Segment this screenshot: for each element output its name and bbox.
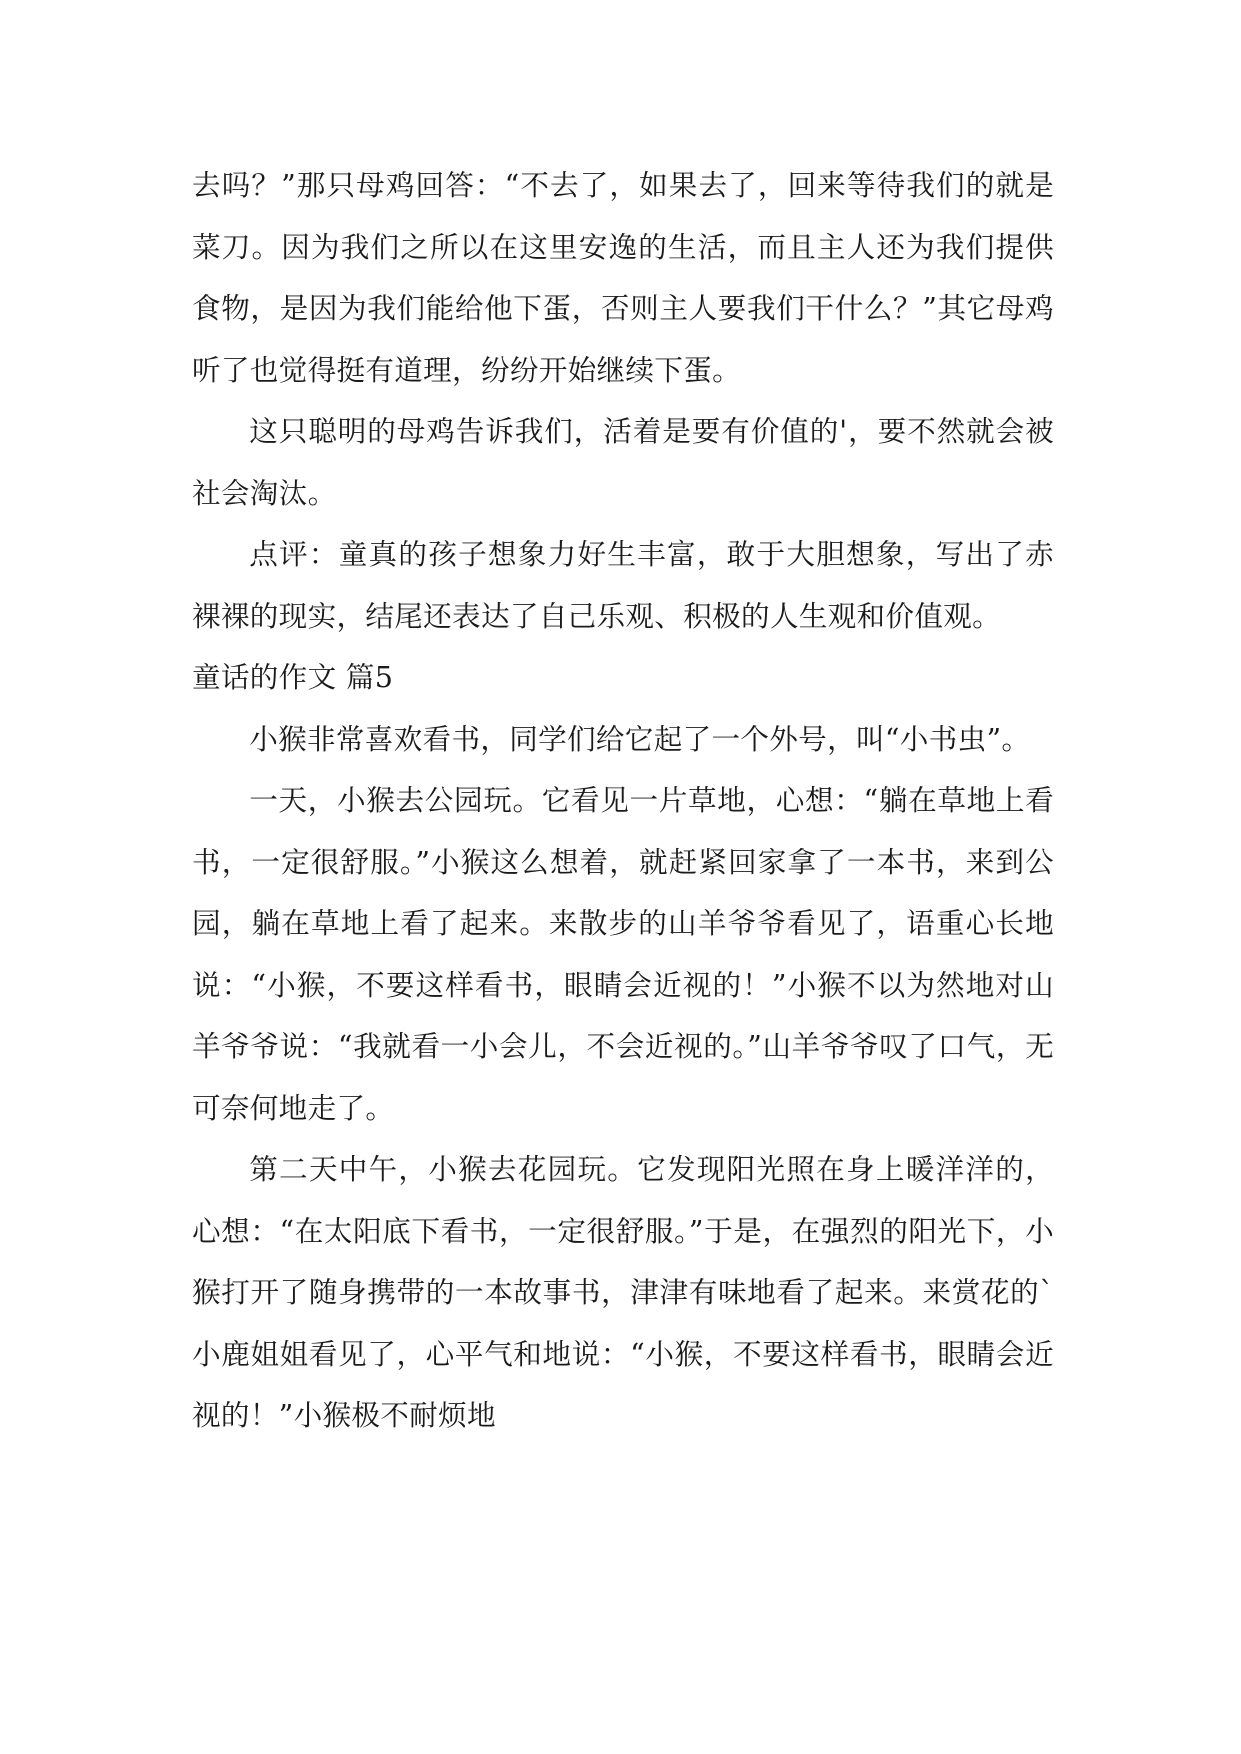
paragraph-monkey-garden: 第二天中午，小猴去花园玩。它发现阳光照在身上暖洋洋的，心想：“在太阳底下看书，一定很舒服。”于是，在强烈的阳光下，小猴打开了随身携带的一本故事书，津津有味地看了起来。来赏花的`小鹿姐姐看见了，心平气和地说：“小猴，不要这样看书，眼睛会近视的！”小猴极不耐烦地 [192,1152,1054,1432]
paragraph-comment: 点评：童真的孩子想象力好生丰富，敢于大胆想象，写出了赤裸裸的现实，结尾还表达了自己乐观、积极的人生观和价值观。 [192,537,1054,633]
paragraph-monkey-park: 一天，小猴去公园玩。它看见一片草地，心想：“躺在草地上看书，一定很舒服。”小猴这么想着，就赶紧回家拿了一本书，来到公园，躺在草地上看了起来。来散步的山羊爷爷看见了，语重心长地说：“小猴，不要这样看书，眼睛会近视的！”小猴不以为然地对山羊爷爷说：“我就看一小会儿，不会近视的。”山羊爷爷叹了口气，无可奈何地走了。 [192,783,1054,1125]
paragraph-moral: 这只聪明的母鸡告诉我们，活着是要有价值的'，要不然就会被社会淘汰。 [192,414,1054,510]
paragraph-monkey-intro: 小猴非常喜欢看书，同学们给它起了一个外号，叫“小书虫”。 [249,721,1031,756]
paragraph-hen-answer: 去吗？”那只母鸡回答：“不去了，如果去了，回来等待我们的就是菜刀。因为我们之所以在这里安逸的生活，而且主人还为我们提供食物，是因为我们能给他下蛋，否则主人要我们干什么？”其它母鸡听了也觉得挺有道理，纷纷开始继续下蛋。 [192,168,1054,387]
section-heading: 童话的作文 篇5 [192,660,394,694]
document-page [192,155,1054,1447]
